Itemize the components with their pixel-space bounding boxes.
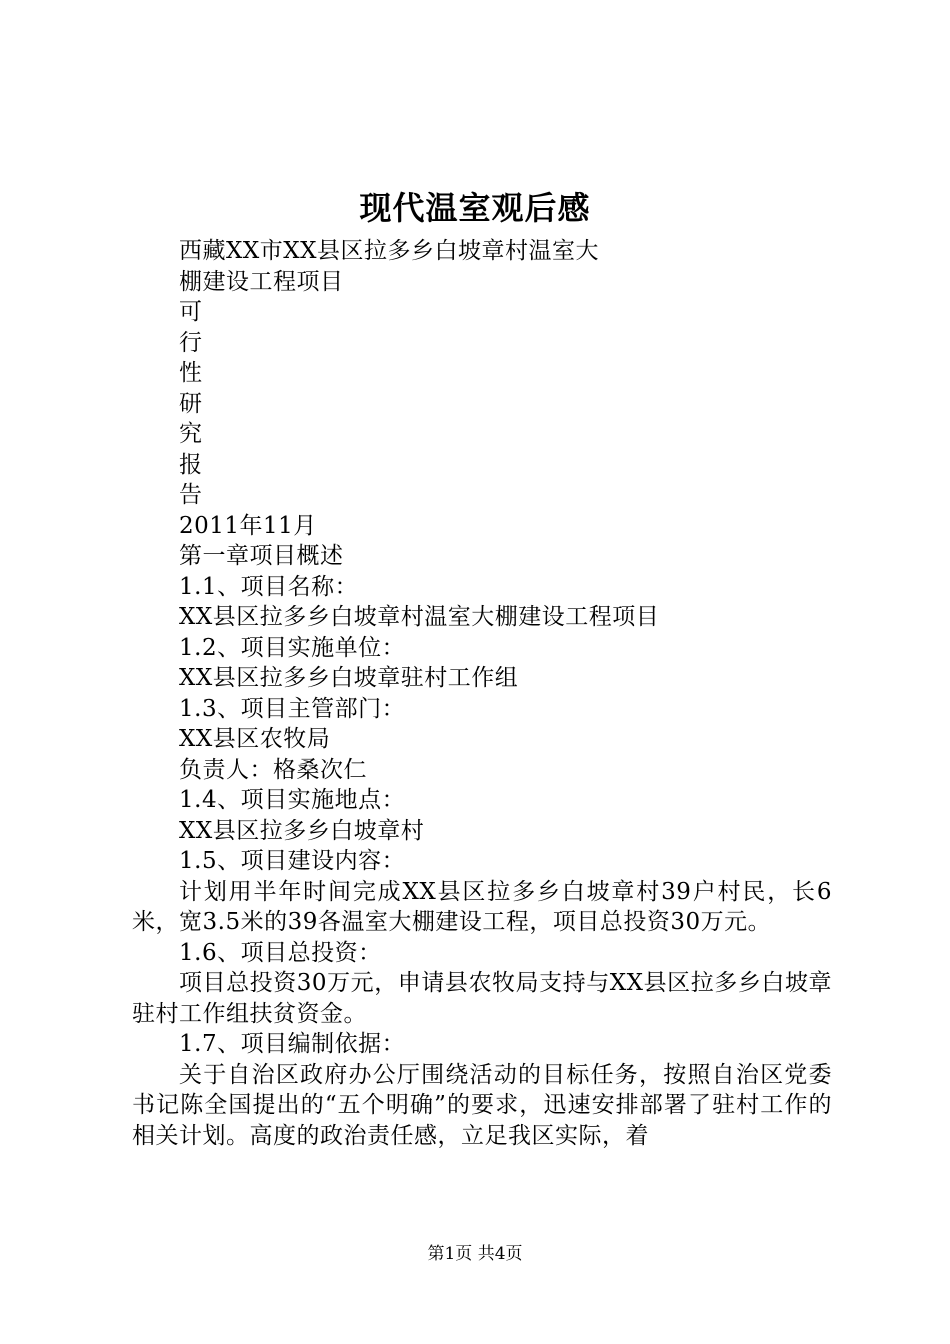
text-line: 性 <box>179 360 203 386</box>
section-heading: 1.3、项目主管部门： <box>179 695 406 722</box>
page-footer: 第1页 共4页 <box>427 1244 523 1264</box>
section-heading: 1.5、项目建设内容： <box>179 848 406 874</box>
section-heading: 1.6、项目总投资： <box>179 939 382 966</box>
text-line: 研 <box>179 390 203 417</box>
text-line: 可 <box>179 299 203 325</box>
document-title: 现代温室观后感 <box>359 189 591 227</box>
date-line: 2011年11月 <box>179 512 317 539</box>
text-line: 棚建设工程项目 <box>179 268 344 295</box>
section-heading: 1.4、项目实施地点： <box>179 787 406 813</box>
text-line: XX县区农牧局 <box>179 726 331 752</box>
document-body <box>132 236 832 1151</box>
section-heading: 1.1、项目名称： <box>179 573 359 600</box>
text-line: 报 <box>179 451 203 478</box>
text-line: XX县区拉多乡白坡章村温室大棚建设工程项目 <box>179 604 660 630</box>
text-line: 究 <box>179 421 203 447</box>
paragraph: 关于自治区政府办公厅围绕活动的目标任务，按照自治区党委书记陈全国提出的“五个明确”的要求，迅速安排部署了驻村工作的相关计划。高度的政治责任感，立足我区实际，着 <box>132 1061 832 1149</box>
paragraph: 计划用半年时间完成XX县区拉多乡白坡章村39户村民，长6米，宽3.5米的39各温室大棚建设工程，项目总投资30万元。 <box>132 878 832 935</box>
text-line: XX县区拉多乡白坡章驻村工作组 <box>179 665 519 691</box>
text-line: XX县区拉多乡白坡章村 <box>179 817 425 844</box>
paragraph: 项目总投资30万元，申请县农牧局支持与XX县区拉多乡白坡章驻村工作组扶贫资金。 <box>132 970 832 1027</box>
text-line: 负责人：格桑次仁 <box>179 756 367 783</box>
chapter-heading: 第一章项目概述 <box>179 543 344 569</box>
text-line: 西藏XX市XX县区拉多乡白坡章村温室大 <box>179 238 599 264</box>
text-line: 行 <box>179 329 203 356</box>
section-heading: 1.2、项目实施单位： <box>179 634 406 661</box>
section-heading: 1.7、项目编制依据： <box>179 1031 406 1057</box>
text-line: 告 <box>179 482 203 508</box>
